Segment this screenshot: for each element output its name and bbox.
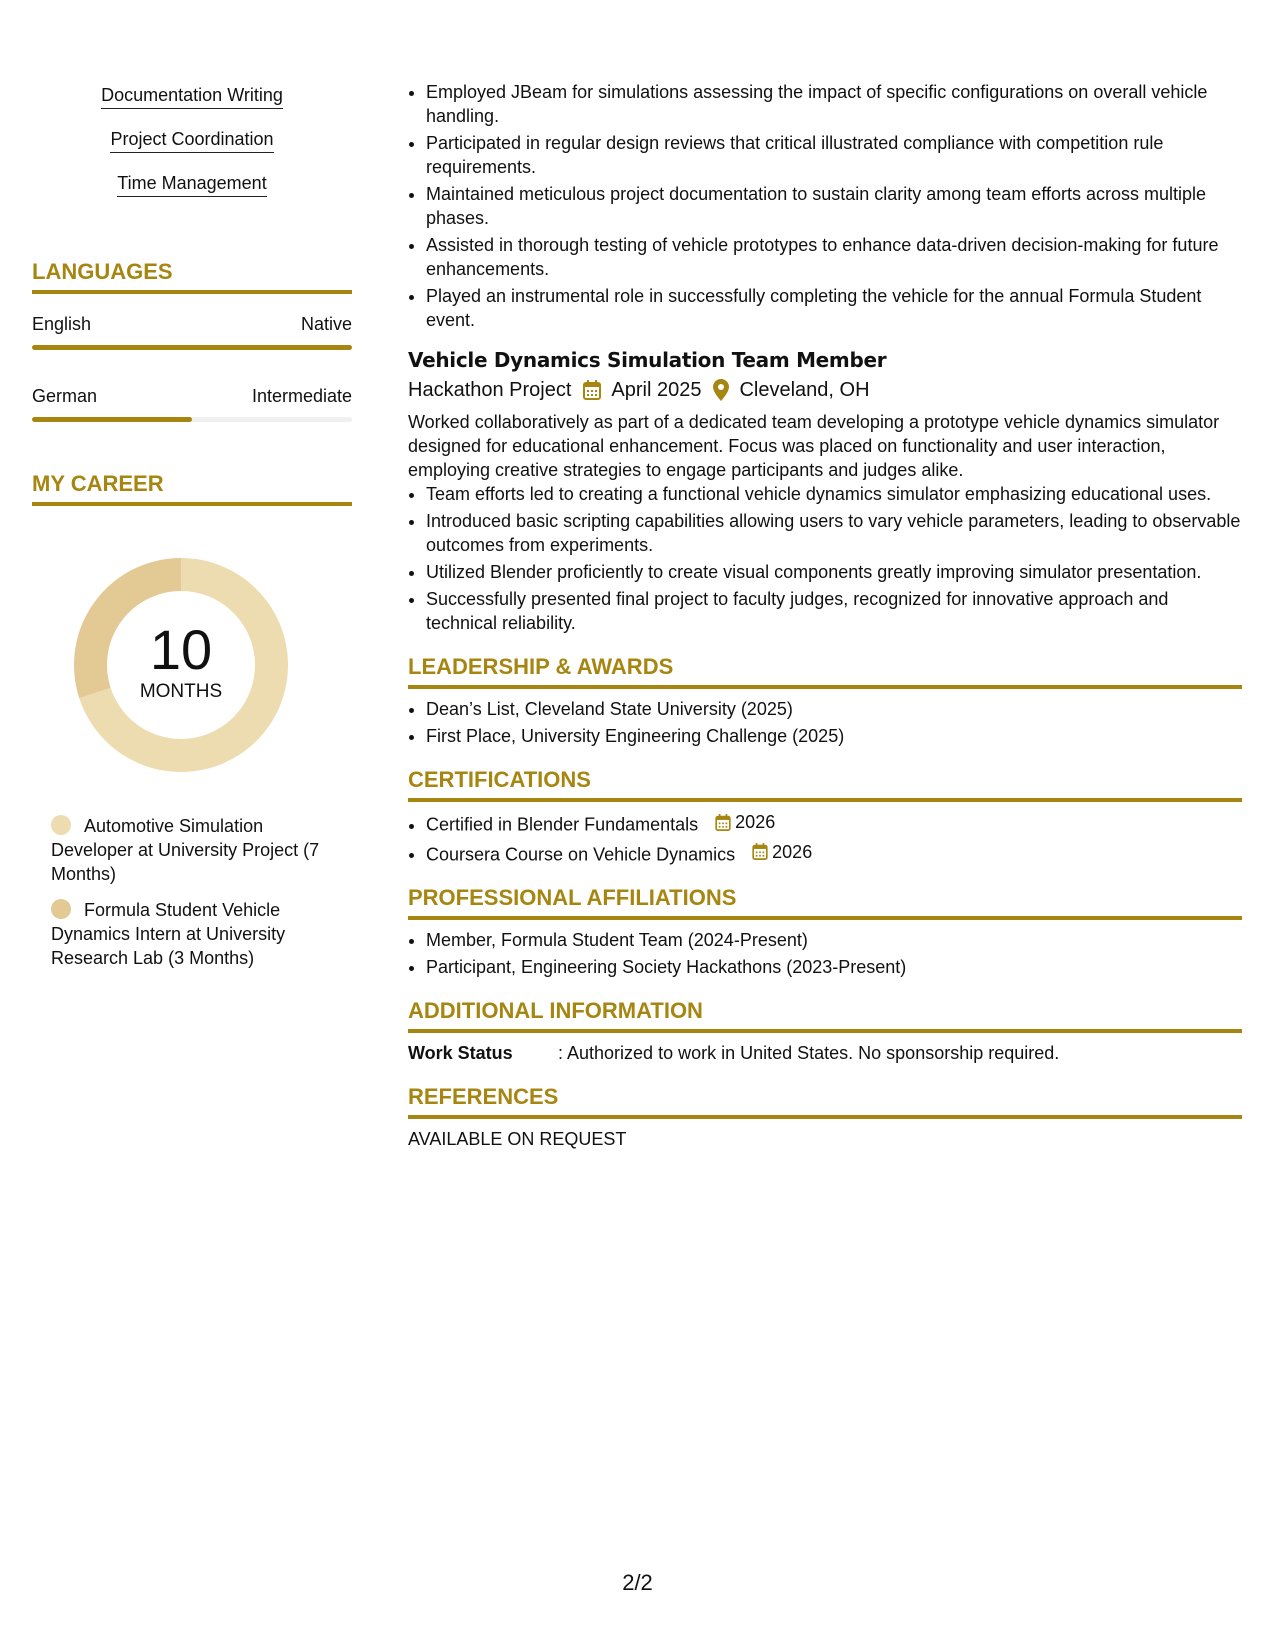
language-bar-fill [32,417,192,422]
references-title: REFERENCES [408,1083,1242,1119]
certification-name: Certified in Blender Fundamentals [426,814,699,835]
language-name: German [32,386,98,406]
career-legend [51,814,321,970]
career-donut-chart [66,550,296,780]
additional-info-title: ADDITIONAL INFORMATION [408,997,1242,1033]
certifications-title: CERTIFICATIONS [408,766,1242,802]
job-title: Vehicle Dynamics Simulation Team Member [408,348,887,372]
prev-job-bullets [408,80,1242,332]
skill-item: Project Coordination [110,128,273,153]
skill-item: Documentation Writing [101,84,283,109]
certification-item [426,810,1242,837]
certification-name: Coursera Course on Vehicle Dynamics [426,844,736,864]
job-bullets [408,482,1242,635]
job-location: Cleveland, OH [739,379,870,401]
calendar-icon [752,843,768,860]
job-meta [408,376,1242,404]
language-level: Native [300,314,352,334]
bullet-item: • Maintained meticulous project documentation to sustain clarity among team efforts across multiple phases. [426,182,1242,230]
page-number: 2/2 [622,1570,653,1595]
leadership-title: LEADERSHIP & AWARDS [408,653,1242,689]
languages-list [32,312,352,422]
certification-year: 2026 [735,812,776,832]
bullet-item: • Assisted in thorough testing of vehicle prototypes to enhance data-driven decision-making for future enhancements. [426,233,1242,281]
certification-item [426,840,1242,867]
bullet-item: • Employed JBeam for simulations assessing the impact of specific configurations on overall vehicle handling. [426,80,1242,128]
languages-title: LANGUAGES [32,258,352,294]
language-level: Intermediate [251,386,352,406]
references-text: AVAILABLE ON REQUEST [408,1129,627,1149]
leadership-item: • Dean’s List, Cleveland State University (2025) [426,697,1242,721]
language-bar [32,345,352,350]
job-date: April 2025 [611,379,702,401]
work-status-label: Work Status [408,1043,513,1063]
donut-center [66,550,296,780]
work-status-value: : Authorized to work in United States. No sponsorship required. [558,1043,1060,1063]
job-description: Worked collaboratively as part of a dedicated team developing a prototype vehicle dynamics simulator designed for educational enhancement. Focus was placed on functionality and user interaction, employing creative strategies to engage participants and judges alike. [408,412,1220,480]
bullet-item: • Utilized Blender proficiently to create visual components greatly improving simulator presentation. [426,560,1242,584]
language-bar-fill [32,345,352,350]
legend-item [51,898,321,970]
bullet-item: • Successfully presented final project to faculty judges, recognized for innovative approach and technical reliability. [426,587,1242,635]
career-total-value: 10 [149,618,213,681]
affiliations-list [408,928,1242,979]
affiliations-title: PROFESSIONAL AFFILIATIONS [408,884,1242,920]
left-column [32,84,352,982]
bullet-item: • Team efforts led to creating a functional vehicle dynamics simulator emphasizing educational uses. [426,482,1242,506]
leadership-item: • First Place, University Engineering Challenge (2025) [426,724,1242,748]
language-name: English [32,314,92,334]
legend-dot-icon [51,899,71,919]
career-title: MY CAREER [32,470,352,506]
calendar-icon [583,380,601,400]
work-status-row [408,1041,1242,1065]
calendar-icon [715,814,731,831]
bullet-item: • Participated in regular design reviews that critical illustrated compliance with competition rule requirements. [426,131,1242,179]
skill-item: Time Management [117,172,266,197]
bullet-item: • Played an instrumental role in successfully completing the vehicle for the annual Formula Student event. [426,284,1242,332]
language-bar [32,417,352,422]
job-company: Hackathon Project [408,379,572,401]
language-item [32,384,352,422]
legend-label: Automotive Simulation Developer at University Project (7 Months) [51,816,320,884]
right-column [408,80,1242,1151]
career-total-unit: MONTHS [139,681,223,702]
bullet-item: • Introduced basic scripting capabilities allowing users to vary vehicle parameters, leading to observable outcomes from experiments. [426,509,1242,557]
language-item [32,312,352,350]
legend-item [51,814,321,886]
skills-list [32,84,352,216]
affiliation-item: • Participant, Engineering Society Hackathons (2023-Present) [426,955,1242,979]
legend-dot-icon [51,815,71,835]
location-pin-icon [713,379,729,401]
certifications-list [408,810,1242,866]
legend-label: Formula Student Vehicle Dynamics Intern at University Research Lab (3 Months) [51,900,286,968]
leadership-list [408,697,1242,748]
affiliation-item: • Member, Formula Student Team (2024-Present) [426,928,1242,952]
certification-year: 2026 [772,841,813,862]
